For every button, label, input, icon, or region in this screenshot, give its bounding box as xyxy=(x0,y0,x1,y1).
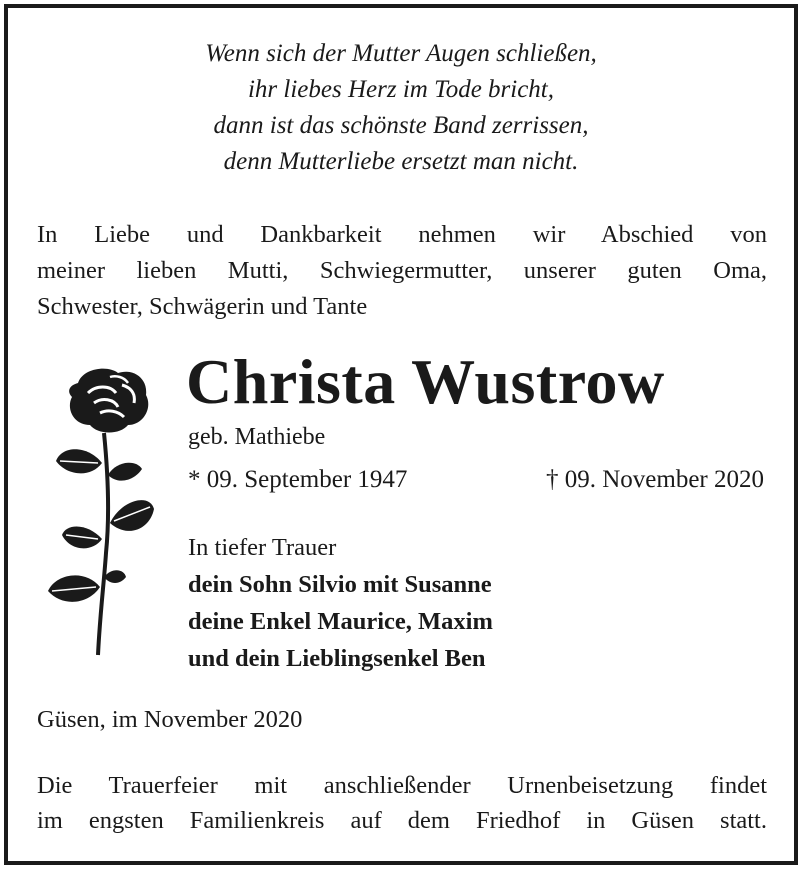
obituary-frame xyxy=(4,4,798,865)
intro-line: In Liebe und Dankbarkeit nehmen wir Abschied von xyxy=(37,221,767,248)
funeral-line: Die Trauerfeier mit anschließender Urnenbeisetzung findet xyxy=(37,772,767,799)
intro-text xyxy=(37,217,767,325)
poem xyxy=(8,36,794,180)
place-date: Güsen, im November 2020 xyxy=(37,706,303,733)
poem-line: denn Mutterliebe ersetzt man nicht. xyxy=(223,148,579,175)
intro-line: Schwester, Schwägerin und Tante xyxy=(37,293,368,320)
deceased-name: Christa Wustrow xyxy=(186,346,665,417)
intro-line: meiner lieben Mutti, Schwiegermutter, unserer guten Oma, xyxy=(37,257,767,284)
poem-line: ihr liebes Herz im Tode bricht, xyxy=(247,76,555,103)
maiden-name: geb. Mathiebe xyxy=(188,424,326,450)
rose-icon xyxy=(38,363,168,663)
funeral-line: im engsten Familienkreis auf dem Friedhof in Güsen statt. xyxy=(37,807,767,834)
funeral-notice xyxy=(37,768,767,838)
poem-line: dann ist das schönste Band zerrissen, xyxy=(213,112,589,139)
mourner-line: und dein Lieblingsenkel Ben xyxy=(188,645,486,672)
mourners-block xyxy=(188,529,493,677)
poem-line: Wenn sich der Mutter Augen schließen, xyxy=(205,40,597,67)
mourner-line: deine Enkel Maurice, Maxim xyxy=(188,608,493,635)
mourning-heading: In tiefer Trauer xyxy=(188,534,337,561)
death-date: † 09. November 2020 xyxy=(545,466,764,493)
mourner-line: dein Sohn Silvio mit Susanne xyxy=(188,571,492,598)
birth-date: * 09. September 1947 xyxy=(188,466,408,493)
